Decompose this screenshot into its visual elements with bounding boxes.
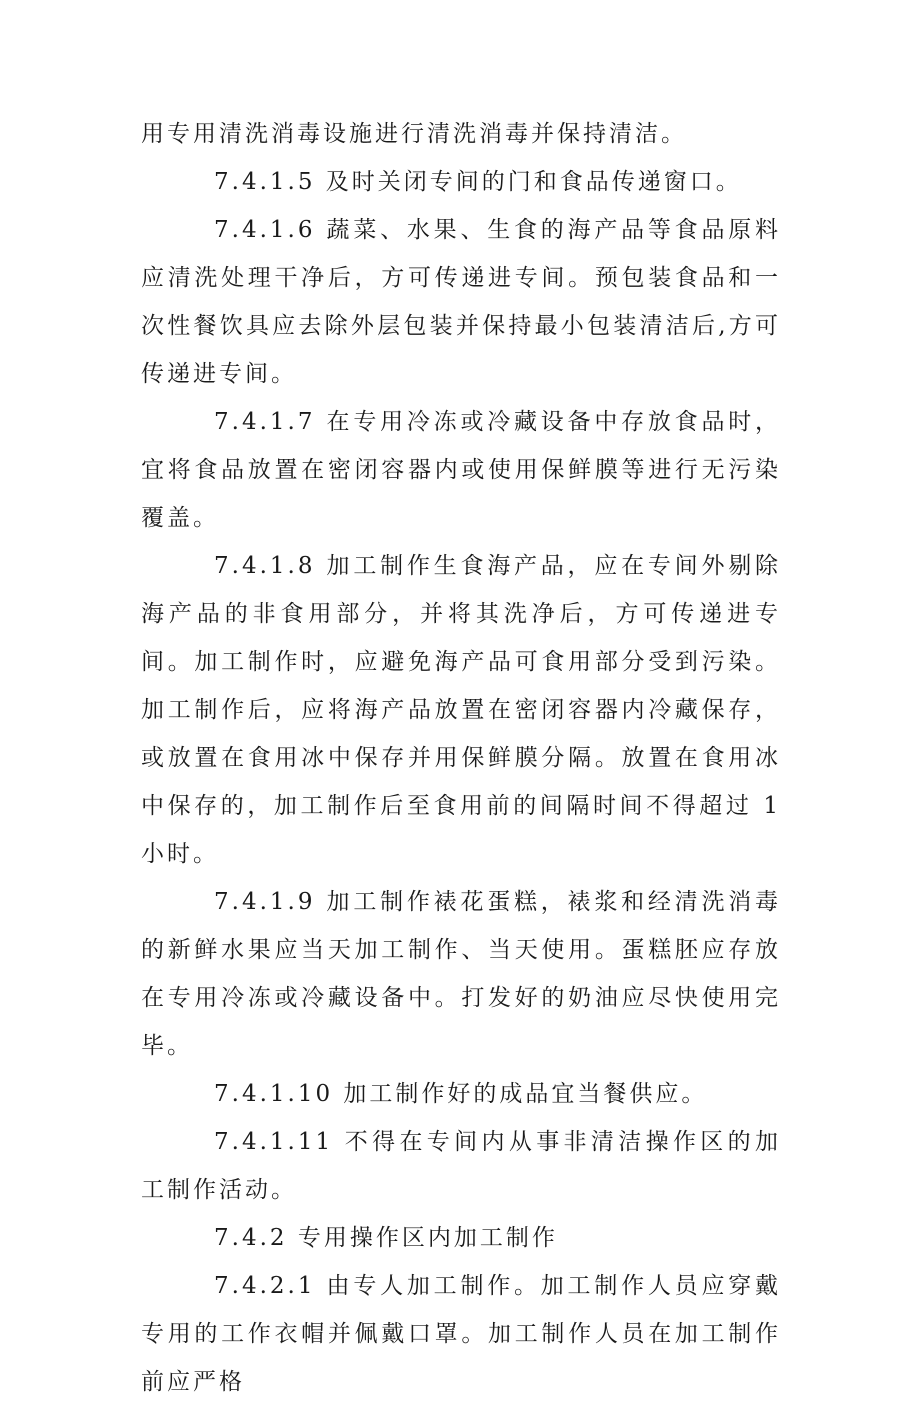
paragraph-4: 7.4.1.8 加工制作生食海产品，应在专间外剔除海产品的非食用部分，并将其洗净后，方可传递进专间。加工制作时，应避免海产品可食用部分受到污染。加工制作后，应将海产品放置在密闭容器内冷藏保存，或放置在食用冰中保存并用保鲜膜分隔。放置在食用冰中保存的，加工制作后至食用前的间隔时间不得超过 1 小时。	[141, 553, 781, 867]
paragraph-6: 7.4.1.10 加工制作好的成品宜当餐供应。	[214, 1081, 708, 1107]
document-body	[141, 110, 781, 1406]
paragraph-7: 7.4.1.11 不得在专间内从事非清洁操作区的加工制作活动。	[141, 1129, 781, 1203]
paragraph-0: 用专用清洗消毒设施进行清洗消毒并保持清洁。	[141, 121, 687, 147]
paragraph-1: 7.4.1.5 及时关闭专间的门和食品传递窗口。	[214, 169, 742, 195]
paragraph-9: 7.4.2.1 由专人加工制作。加工制作人员应穿戴专用的工作衣帽并佩戴口罩。加工制作人员在加工制作前应严格	[141, 1273, 781, 1395]
paragraph-3: 7.4.1.7 在专用冷冻或冷藏设备中存放食品时，宜将食品放置在密闭容器内或使用保鲜膜等进行无污染覆盖。	[141, 409, 781, 531]
paragraph-2: 7.4.1.6 蔬菜、水果、生食的海产品等食品原料应清洗处理干净后，方可传递进专间。预包装食品和一次性餐饮具应去除外层包装并保持最小包装清洁后,方可传递进专间。	[141, 217, 781, 387]
paragraph-5: 7.4.1.9 加工制作裱花蛋糕，裱浆和经清洗消毒的新鲜水果应当天加工制作、当天使用。蛋糕胚应存放在专用冷冻或冷藏设备中。打发好的奶油应尽快使用完毕。	[141, 889, 781, 1059]
paragraph-8: 7.4.2 专用操作区内加工制作	[214, 1225, 558, 1251]
